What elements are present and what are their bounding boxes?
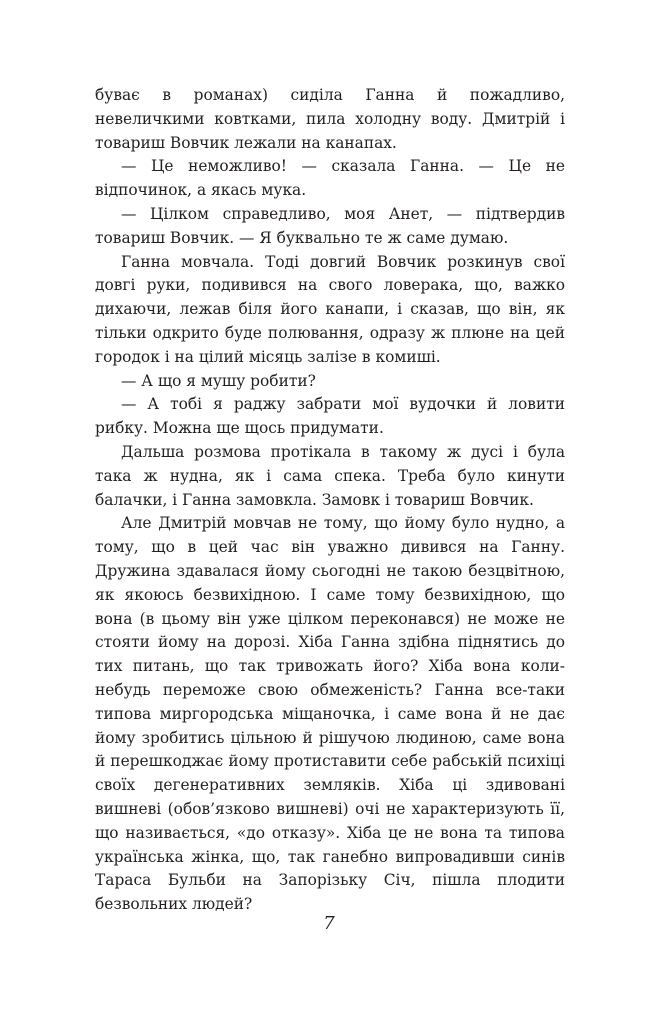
paragraph-dialogue: — А тобі я раджу забрати мої вудочки й ловити рибку. Можна ще щось придумати. xyxy=(95,395,565,438)
page-number: 7 xyxy=(323,913,335,934)
paragraph-dialogue: — Це неможливо! — сказала Ганна. — Це не відпочинок, а якась мука. xyxy=(95,157,565,200)
paragraph: Ганна мовчала. Тоді довгий Вовчик розкинув свої довгі руки, подивився на свого ловерака, що, важко дихаючи, лежав біля його канапи, і сказав, що він, як тільки одкрито буде полювання, одразу ж плюне на цей городок і на цілий місяць залізе в комиші. xyxy=(95,252,565,366)
paragraph: Дальша розмова протікала в такому ж дусі і була така ж нудна, як і сама спека. Треба було кинути балачки, і Ганна замовкла. Замовк і товариш Вовчик. xyxy=(95,442,565,509)
body-text xyxy=(95,84,565,917)
paragraph-dialogue: — Цілком справедливо, моя Анет, — підтвердив товариш Вовчик. — Я буквально те ж саме думаю. xyxy=(95,204,565,247)
paragraph-continued: буває в романах) сиділа Ганна й пожадливо, невеличкими ковтками, пила холодну воду. Дмитрій і товариш Вовчик лежали на канапах. xyxy=(95,86,565,152)
paragraph-dialogue: — А що я мушу робити? xyxy=(121,371,316,390)
paragraph: Але Дмитрій мовчав не тому, що йому було нудно, а тому, що в цей час він уважно дивився на Ганну. Дружина здавалася йому сьогодні не такою безцвітною, як якоюсь безвихідною. І саме тому безвихідною, що вона (в цьому він уже цілком переконався) не може не стояти йому на дорозі. Хіба Ганна здібна піднятись до тих питань, що так тривожать його? Хіба вона коли-небудь переможе свою обмеженість? Ганна все-таки типова миргородська міщаночка, і саме вона й не дає йому зробитись цільною й рішучою людиною, саме вона й перешкоджає йому протиставити себе рабській психіці своїх дегенеративних земляків. Хіба ці здивовані вишневі (обов’язково вишневі) очі не характеризують її, що називається, «до отказу». Хіба це не вона та типова українська жінка, що, так ганебно випровадивши синів Тараса Бульби на Запорізьку Січ, пішла плодити безвольних людей? xyxy=(95,514,565,914)
